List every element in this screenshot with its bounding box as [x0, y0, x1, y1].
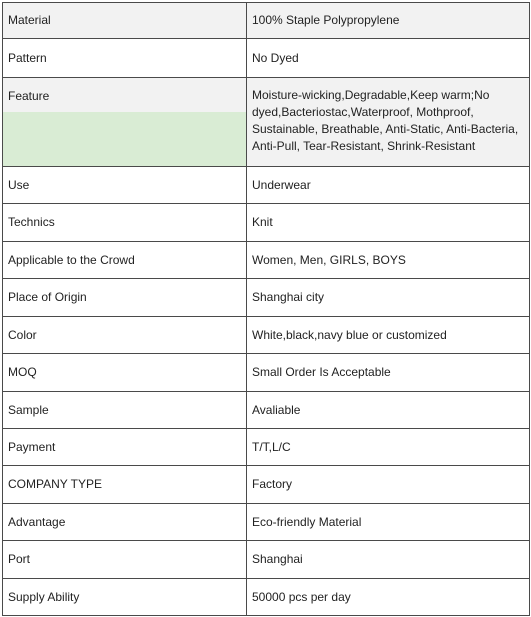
row-label: Port: [3, 541, 247, 579]
row-label: Color: [3, 317, 247, 354]
row-value: No Dyed: [247, 39, 530, 78]
row-label: Place of Origin: [3, 279, 247, 317]
row-value: Factory: [247, 466, 530, 504]
table-row: [3, 466, 530, 504]
row-label: Applicable to the Crowd: [3, 242, 247, 279]
table-row: [3, 541, 530, 579]
row-label-cell: [3, 78, 247, 167]
row-label: Feature: [3, 78, 246, 112]
row-label: Advantage: [3, 504, 247, 541]
table-row: [3, 429, 530, 466]
row-value: Eco-friendly Material: [247, 504, 530, 541]
row-value: Moisture-wicking,Degradable,Keep warm;No dyed,Bacteriostac,Waterproof, Mothproof, Sustainable, Breathable, Anti-Static, Anti-Bacteria, Anti-Pull, Tear-Resistant, Shrink-Resistant: [247, 78, 530, 167]
table-row: [3, 579, 530, 616]
row-value: Small Order Is Acceptable: [247, 354, 530, 392]
table-row: [3, 167, 530, 204]
table-row: [3, 78, 530, 167]
row-label: Use: [3, 167, 247, 204]
row-value: 50000 pcs per day: [247, 579, 530, 616]
row-value: T/T,L/C: [247, 429, 530, 466]
table-row: [3, 504, 530, 541]
row-value: Underwear: [247, 167, 530, 204]
table-row: [3, 354, 530, 392]
row-label: Pattern: [3, 39, 247, 78]
table-row: [3, 3, 530, 39]
row-value: White,black,navy blue or customized: [247, 317, 530, 354]
product-spec-table: [2, 2, 530, 616]
table-row: [3, 392, 530, 429]
row-label: Material: [3, 3, 247, 39]
table-row: [3, 39, 530, 78]
row-label: Technics: [3, 204, 247, 242]
feature-highlight: [3, 112, 246, 166]
row-label: Supply Ability: [3, 579, 247, 616]
row-label: MOQ: [3, 354, 247, 392]
row-value: Women, Men, GIRLS, BOYS: [247, 242, 530, 279]
row-label: COMPANY TYPE: [3, 466, 247, 504]
row-value: Shanghai city: [247, 279, 530, 317]
row-label: Sample: [3, 392, 247, 429]
row-value: Knit: [247, 204, 530, 242]
table-row: [3, 242, 530, 279]
row-value: Shanghai: [247, 541, 530, 579]
row-value: Avaliable: [247, 392, 530, 429]
row-label: Payment: [3, 429, 247, 466]
row-value: 100% Staple Polypropylene: [247, 3, 530, 39]
table-row: [3, 279, 530, 317]
table-row: [3, 317, 530, 354]
table-row: [3, 204, 530, 242]
